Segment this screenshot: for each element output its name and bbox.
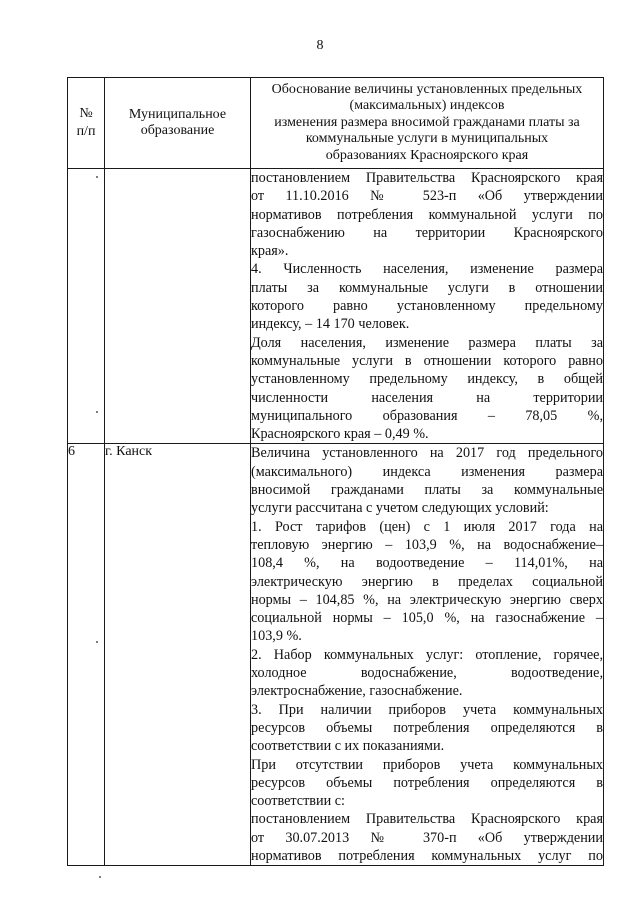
text-line: Доля населения, изменение размера платы за bbox=[251, 334, 603, 351]
scan-speck bbox=[96, 641, 98, 643]
text-line: При отсутствии приборов учета коммунальных bbox=[251, 756, 603, 773]
paragraph bbox=[251, 444, 603, 517]
table-header-row bbox=[68, 78, 604, 169]
row-number bbox=[68, 169, 105, 444]
text-line: муниципального образования – 78,05 %, bbox=[251, 407, 603, 424]
text-line: от 30.07.2013 № 370-п «Об утверждении bbox=[251, 829, 603, 846]
text-line: 108,4 %, на водоотведение – 114,01%, на bbox=[251, 555, 603, 572]
text-line: ресурсов объемы потребления определяются в bbox=[251, 774, 603, 791]
text-line: установленному предельному индексу, в общей bbox=[251, 371, 603, 388]
text-line: 4. Численность населения, изменение размера bbox=[251, 261, 603, 278]
text-line: нормы – 104,85 %, на электрическую энергию сверх bbox=[251, 591, 603, 608]
text-line: коммунальные услуги в отношении которого равно bbox=[251, 352, 603, 369]
header-num bbox=[68, 78, 105, 169]
header-municipality-line: образование bbox=[140, 123, 215, 138]
text-line: постановлением Правительства Красноярского края bbox=[251, 170, 603, 186]
text-line: холодное водоснабжение, водоотведение, bbox=[251, 665, 603, 682]
text-line: ресурсов объемы потребления определяются в bbox=[251, 719, 603, 736]
paragraph bbox=[251, 701, 603, 756]
text-line: края». bbox=[251, 243, 289, 260]
text-line: платы за коммунальные услуги в отношении bbox=[251, 279, 603, 296]
text-line: 1. Рост тарифов (цен) с 1 июля 2017 года на bbox=[251, 518, 603, 535]
text-line: 2. Набор коммунальных услуг: отопление, горячее, bbox=[251, 646, 603, 663]
row-municipality bbox=[105, 169, 251, 444]
header-num-line: № bbox=[79, 106, 93, 121]
header-municipality-line: Муниципальное bbox=[128, 107, 227, 122]
paragraph bbox=[251, 260, 603, 333]
municipal-index-table bbox=[67, 77, 604, 866]
header-municipality bbox=[105, 78, 251, 169]
paragraph bbox=[251, 334, 603, 444]
page-number: 8 bbox=[316, 38, 324, 53]
text-line: электрическую энергию в пределах социальной bbox=[251, 573, 603, 590]
text-line: (максимального) индекса изменения размера bbox=[251, 463, 603, 480]
text-line: 103,9 %. bbox=[251, 628, 302, 645]
table-row bbox=[68, 169, 604, 444]
text-line: услуги рассчитана с учетом следующих условий: bbox=[251, 500, 549, 517]
text-line: вносимой гражданами платы за коммунальные bbox=[251, 482, 603, 499]
paragraph bbox=[251, 169, 603, 260]
paragraph bbox=[251, 518, 603, 646]
text-line: соответствии с: bbox=[251, 793, 345, 810]
text-line: Красноярского края – 0,49 %. bbox=[251, 426, 429, 443]
text-line: соответствии с их показаниями. bbox=[251, 738, 445, 755]
row-justification bbox=[251, 169, 604, 444]
text-line: от 11.10.2016 № 523-п «Об утверждении bbox=[251, 188, 603, 205]
text-line: индексу, – 14 170 человек. bbox=[251, 316, 410, 333]
header-justification-line: Обоснование величины установленных предельных bbox=[271, 81, 583, 97]
row-municipality: г. Канск bbox=[105, 444, 251, 866]
row-justification bbox=[251, 444, 604, 866]
text-line: электроснабжение, газоснабжение. bbox=[251, 683, 463, 700]
text-line: Величина установленного на 2017 год предельного bbox=[251, 445, 603, 462]
text-line: численности населения на территории bbox=[251, 389, 603, 406]
text-line: 3. При наличии приборов учета коммунальных bbox=[251, 701, 603, 718]
header-justification-line: изменения размера вносимой гражданами платы за bbox=[274, 114, 580, 130]
text-line: социальной нормы – 105,0 %, на газоснабжение – bbox=[251, 610, 603, 627]
paragraph bbox=[251, 810, 603, 865]
text-line: постановлением Правительства Красноярского края bbox=[251, 811, 603, 828]
header-justification-line: коммунальные услуги в муниципальных bbox=[305, 131, 549, 147]
paragraph bbox=[251, 646, 603, 701]
header-justification-line: (максимальных) индексов bbox=[349, 98, 505, 114]
paragraph bbox=[251, 756, 603, 811]
text-line: нормативов потребления коммунальной услуги по bbox=[251, 206, 603, 223]
text-line: газоснабжению на территории Красноярского bbox=[251, 224, 603, 241]
text-line: нормативов потребления коммунальных услуг по bbox=[251, 847, 603, 864]
header-justification bbox=[251, 78, 604, 169]
scan-speck bbox=[96, 411, 98, 413]
table-row bbox=[68, 444, 604, 866]
header-justification-line: образованиях Красноярского края bbox=[325, 147, 529, 163]
text-line: которого равно установленному предельному bbox=[251, 298, 603, 315]
text-line: тепловую энергию – 103,9 %, на водоснабжение– bbox=[251, 536, 603, 553]
header-num-line: п/п bbox=[76, 124, 96, 139]
scan-speck bbox=[96, 176, 98, 178]
scan-speck bbox=[99, 876, 101, 878]
row-number: 6 bbox=[68, 444, 105, 866]
